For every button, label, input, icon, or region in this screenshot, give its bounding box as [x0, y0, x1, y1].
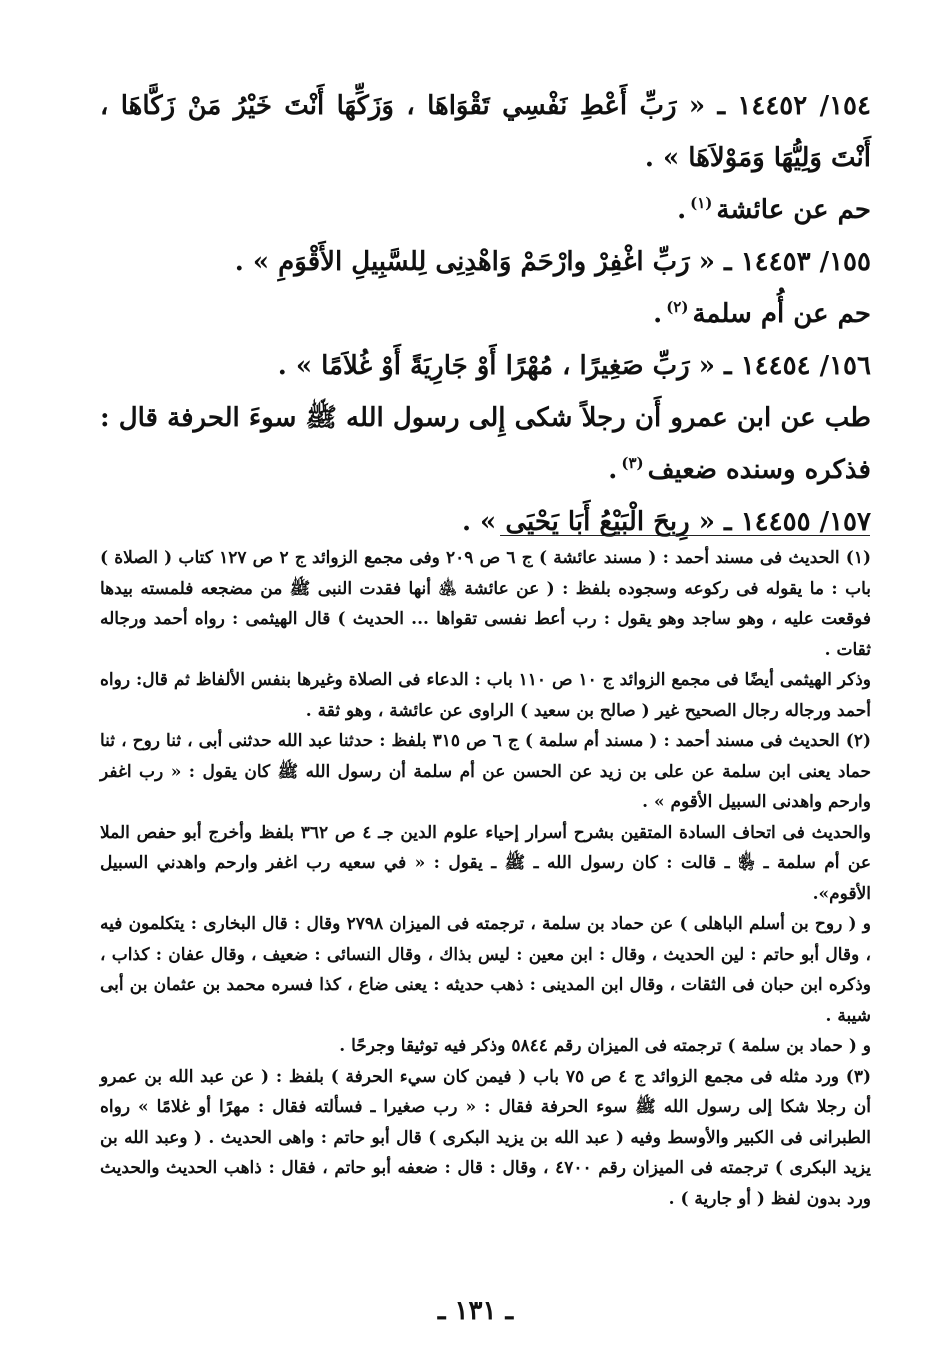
footnote-2 — [100, 726, 871, 1062]
footnote-ref-1[interactable]: (١) — [690, 194, 713, 213]
source-155 — [100, 288, 871, 340]
source-154 — [100, 184, 871, 236]
page-number: ـ ١٣١ ـ — [437, 1296, 514, 1326]
period: . — [653, 299, 663, 329]
hadith-156 — [100, 340, 871, 392]
source-156 — [100, 392, 871, 496]
hadith-text: ١٥٦/ ١٤٤٥٤ ـ « رَبِّ صَغِيرًا ، مُهْرًا أَوْ جَارِيَةً أَوْ غُلاَمًا » . — [277, 351, 871, 381]
footnote-paragraph: وذكر الهيثمى أيضًا فى مجمع الزوائد ج ١٠ ص ١١٠ باب : الدعاء فى الصلاة وغيرها بنفس الألفاظ ثم قال: رواه أحمد ورجاله رجال الصحيح غير ( صالح بن سعيد ) الراوى عن عائشة ، وهو ثقة . — [100, 670, 871, 721]
footnote-3 — [100, 1062, 871, 1215]
footnote-paragraph: والحديث فى اتحاف السادة المتقين بشرح أسرار إحياء علوم الدين جـ ٤ ص ٣٦٢ بلفظ وأخرج أبو حفص الملا عن أم سلمة ـ ﵂ ـ قالت : كان رسول الله ـ ﷺ ـ يقول : « في سعيه رب اغفر وارحم واهدني السبيل الأقوم». — [100, 822, 872, 904]
footnotes — [100, 543, 871, 1214]
footnote-paragraph: (٣) ورد مثله فى مجمع الزوائد ج ٤ ص ٧٥ باب ( فيمن كان سيء الحرفة ) بلفظ : ( عن عبد الله بن عمرو أن رجلا شكا إلى رسول الله ﷺ سوء الحرفة فقال : « رب صغيرا ـ فسألته فقال : مهرًا أو غلامًا » رواه الطبرانى فى الكبير والأوسط وفيه ( عبد الله بن يزيد البكرى ) قال أبو حاتم : واهى الحديث . ( وعبد الله بن يزيد البكرى ) ترجمته فى الميزان رقم ٤٧٠٠ ، وقال : قال : ضعفه أبو حاتم ، فقال : ذاهب الحديث والحديث ورد بدون لفظ ( أو جارية ) . — [100, 1066, 872, 1209]
footnote-paragraph: (٢) الحديث فى مسند أحمد : ( مسند أم سلمة ) ج ٦ ص ٣١٥ بلفظ : حدثنا عبد الله حدثنى أبى ، ثنا روح ، ثنا حماد يعنى ابن سلمة عن على بن زيد عن الحسن عن أم سلمة أن رسول الله ﷺ كان يقول : « رب اغفر وارحم واهدنى السبيل الأقوم » . — [100, 731, 872, 812]
hadith-157 — [100, 496, 871, 548]
hadith-text: ١٥٧/ ١٤٤٥٥ ـ « رِبحَ الْبَيْعُ أَبَا يَحْيَى » . — [461, 507, 871, 537]
source-text: طب عن ابن عمرو أَن رجلاً شكى إِلى رسول الله ﷺ سوءَ الحرفة قال : فذكره وسنده ضعيف — [100, 403, 871, 485]
footnote-paragraph: و ( روح بن أسلم الباهلى ) عن حماد بن سلمة ، ترجمته فى الميزان ٢٧٩٨ وقال : قال البخارى : يتكلمون فيه ، وقال أبو حاتم : لين الحديث ، وقال : ابن معين : ليس بذاك ، وقال النسائى : ضعيف ، وقال عفان : كذاب ، وذكره ابن حبان فى الثقات ، وقال ابن المدينى : ذهب حديثه : يعنى ضاع ، كذا فسره محمد بن عثمان بن أبى شيبة . — [100, 914, 871, 1026]
footnote-divider — [500, 535, 870, 536]
hadith-155 — [100, 236, 871, 288]
period: . — [608, 455, 618, 485]
source-text: حم عن عائشة — [716, 195, 871, 225]
source-text: حم عن أُم سلمة — [692, 299, 871, 329]
footnote-paragraph: و ( حماد بن سلمة ) ترجمته فى الميزان رقم ٥٨٤٤ وذكر فيه توثيقا وجرحًا . — [339, 1036, 871, 1056]
hadith-154 — [100, 80, 871, 184]
footnote-ref-2[interactable]: (٢) — [666, 298, 689, 317]
period: . — [677, 195, 687, 225]
footnote-1 — [100, 543, 871, 726]
main-text — [100, 80, 871, 548]
footnote-paragraph: (١) الحديث فى مسند أحمد : ( مسند عائشة ) ج ٦ ص ٢٠٩ وفى مجمع الزوائد ج ٢ ص ١٢٧ كتاب ( الصلاة ) باب : ما يقوله فى ركوعه وسجوده بلفظ : ( عن عائشة ﵁ أنها فقدت النبى ﷺ من مضجعه فلمسته بيدها فوقعت عليه ، وهو ساجد وهو يقول : رب أعط نفسى تقواها ... الحديث ) قال الهيثمى : رواه أحمد ورجاله ثقات . — [100, 548, 872, 660]
footnote-ref-3[interactable]: (٣) — [621, 454, 644, 473]
hadith-text: ١٥٤/ ١٤٤٥٢ ـ « رَبِّ أَعْطِ نَفْسِي تَقْوَاهَا ، وَزَكِّهَا أَنْتَ خَيْرُ مَنْ زَكَّاهَا ، أَنْتَ وَلِيُّهَا وَمَوْلاَهَا » . — [100, 91, 871, 173]
hadith-text: ١٥٥/ ١٤٤٥٣ ـ « رَبِّ اغْفِرْ وارْحَمْ وَاهْدِنِى لِلسَّبِيلِ الأَقْوَمِ » . — [234, 247, 871, 277]
